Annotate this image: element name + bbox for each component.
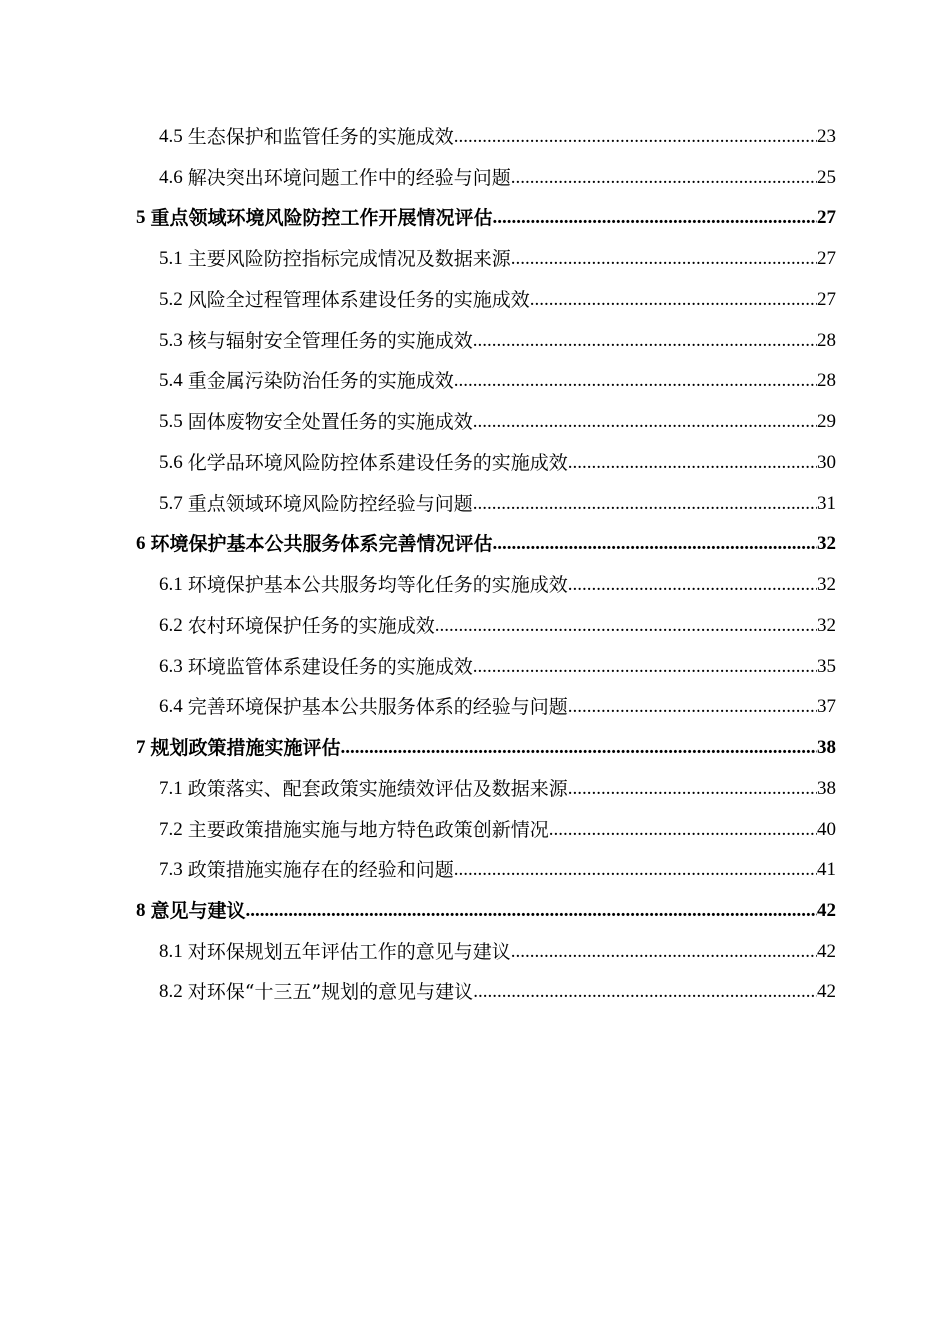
toc-chapter-entry[interactable]: [136, 894, 836, 924]
toc-entry[interactable]: [159, 120, 836, 150]
toc-page-number: 38: [817, 778, 836, 799]
toc-entry[interactable]: [159, 405, 836, 435]
toc-section-title: 环境监管体系建设任务的实施成效: [187, 656, 473, 678]
toc-page-number: 31: [817, 493, 836, 514]
toc-dot-leader: [473, 979, 817, 1005]
toc-page-number: 37: [817, 696, 836, 717]
toc-page-number: 41: [817, 859, 836, 880]
toc-page-number: 27: [817, 207, 836, 228]
toc-page-number: 25: [817, 167, 836, 188]
toc-section-title: 农村环境保护任务的实施成效: [187, 615, 435, 637]
toc-section-number: 5.6: [159, 452, 183, 473]
toc-page-number: 32: [817, 574, 836, 595]
toc-dot-leader: [454, 124, 817, 150]
toc-section-title: 主要风险防控指标完成情况及数据来源: [187, 248, 511, 270]
toc-chapter-number: 8: [136, 900, 146, 921]
toc-chapter-number: 6: [136, 533, 146, 554]
toc-page-number: 35: [817, 656, 836, 677]
toc-section-number: 7.1: [159, 778, 183, 799]
toc-page-number: 23: [817, 126, 836, 147]
toc-entry[interactable]: [159, 650, 836, 680]
toc-dot-leader: [568, 450, 817, 476]
toc-section-number: 5.7: [159, 493, 183, 514]
toc-section-number: 6.2: [159, 615, 183, 636]
toc-page-number: 32: [817, 615, 836, 636]
toc-entry[interactable]: [159, 487, 836, 517]
toc-entry[interactable]: [159, 772, 836, 802]
toc-section-number: 7.2: [159, 819, 183, 840]
toc-entry[interactable]: [159, 690, 836, 720]
toc-entry[interactable]: [159, 568, 836, 598]
toc-entry[interactable]: [159, 975, 836, 1005]
toc-section-number: 5.4: [159, 370, 183, 391]
toc-section-title: 重点领域环境风险防控经验与问题: [187, 493, 473, 515]
toc-section-title: 解决突出环境问题工作中的经验与问题: [187, 167, 511, 189]
toc-section-title: 化学品环境风险防控体系建设任务的实施成效: [187, 452, 568, 474]
toc-section-title: 对环保规划五年评估工作的意见与建议: [187, 941, 511, 963]
toc-page-number: 28: [817, 370, 836, 391]
toc-dot-leader: [473, 654, 817, 680]
toc-entry[interactable]: [159, 813, 836, 843]
toc-entry[interactable]: [159, 853, 836, 883]
toc-chapter-title: 意见与建议: [150, 900, 246, 922]
toc-section-number: 4.5: [159, 126, 183, 147]
toc-entry[interactable]: [159, 283, 836, 313]
toc-section-number: 5.3: [159, 330, 183, 351]
toc-page-number: 28: [817, 330, 836, 351]
toc-section-title: 核与辐射安全管理任务的实施成效: [187, 330, 473, 352]
toc-dot-leader: [511, 939, 817, 965]
toc-section-title: 政策落实、配套政策实施绩效评估及数据来源: [187, 778, 568, 800]
toc-dot-leader: [568, 694, 817, 720]
toc-chapter-entry[interactable]: [136, 201, 836, 231]
toc-entry[interactable]: [159, 364, 836, 394]
toc-section-number: 5.1: [159, 248, 183, 269]
toc-dot-leader: [568, 572, 817, 598]
toc-section-number: 5.5: [159, 411, 183, 432]
toc-entry[interactable]: [159, 324, 836, 354]
toc-page-number: 42: [817, 981, 836, 1002]
toc-section-title: 生态保护和监管任务的实施成效: [187, 126, 454, 148]
toc-dot-leader: [473, 409, 817, 435]
toc-entry[interactable]: [159, 242, 836, 272]
toc-section-number: 6.1: [159, 574, 183, 595]
toc-chapter-entry[interactable]: [136, 731, 836, 761]
toc-page-number: 29: [817, 411, 836, 432]
toc-dot-leader: [511, 246, 817, 272]
toc-dot-leader: [246, 898, 817, 924]
toc-dot-leader: [473, 328, 817, 354]
toc-section-number: 8.2: [159, 981, 183, 1002]
toc-dot-leader: [568, 776, 817, 802]
toc-page-number: 27: [817, 248, 836, 269]
toc-section-title: 固体废物安全处置任务的实施成效: [187, 411, 473, 433]
toc-entry[interactable]: [159, 935, 836, 965]
toc-section-title: 政策措施实施存在的经验和问题: [187, 859, 454, 881]
toc-chapter-entry[interactable]: [136, 527, 836, 557]
toc-entry[interactable]: [159, 161, 836, 191]
toc-section-number: 4.6: [159, 167, 183, 188]
toc-dot-leader: [530, 287, 817, 313]
toc-dot-leader: [341, 735, 817, 761]
toc-page-number: 42: [817, 941, 836, 962]
toc-chapter-title: 规划政策措施实施评估: [150, 737, 341, 759]
toc-section-title: 风险全过程管理体系建设任务的实施成效: [187, 289, 530, 311]
toc-chapter-number: 5: [136, 207, 146, 228]
toc-section-number: 8.1: [159, 941, 183, 962]
toc-section-title: 对环保“十三五”规划的意见与建议: [187, 981, 474, 1003]
toc-page-number: 38: [817, 737, 836, 758]
toc-section-title: 重金属污染防治任务的实施成效: [187, 370, 454, 392]
toc-section-number: 6.3: [159, 656, 183, 677]
toc-entry[interactable]: [159, 609, 836, 639]
toc-page-number: 40: [817, 819, 836, 840]
toc-page-number: 27: [817, 289, 836, 310]
toc-dot-leader: [511, 165, 817, 191]
toc-dot-leader: [435, 613, 817, 639]
toc-entry[interactable]: [159, 446, 836, 476]
toc-dot-leader: [549, 817, 817, 843]
toc-page-number: 32: [817, 533, 836, 554]
toc-dot-leader: [454, 368, 817, 394]
toc-chapter-title: 重点领域环境风险防控工作开展情况评估: [150, 207, 493, 229]
toc-dot-leader: [454, 857, 817, 883]
toc-dot-leader: [493, 205, 817, 231]
toc-section-title: 环境保护基本公共服务均等化任务的实施成效: [187, 574, 568, 596]
toc-section-title: 主要政策措施实施与地方特色政策创新情况: [187, 819, 549, 841]
toc-chapter-title: 环境保护基本公共服务体系完善情况评估: [150, 533, 493, 555]
toc-page-number: 42: [817, 900, 836, 921]
toc-section-number: 6.4: [159, 696, 183, 717]
toc-dot-leader: [473, 491, 817, 517]
toc-section-number: 7.3: [159, 859, 183, 880]
toc-section-title: 完善环境保护基本公共服务体系的经验与问题: [187, 696, 568, 718]
toc-chapter-number: 7: [136, 737, 146, 758]
toc-page-number: 30: [817, 452, 836, 473]
toc-dot-leader: [493, 531, 817, 557]
toc-section-number: 5.2: [159, 289, 183, 310]
